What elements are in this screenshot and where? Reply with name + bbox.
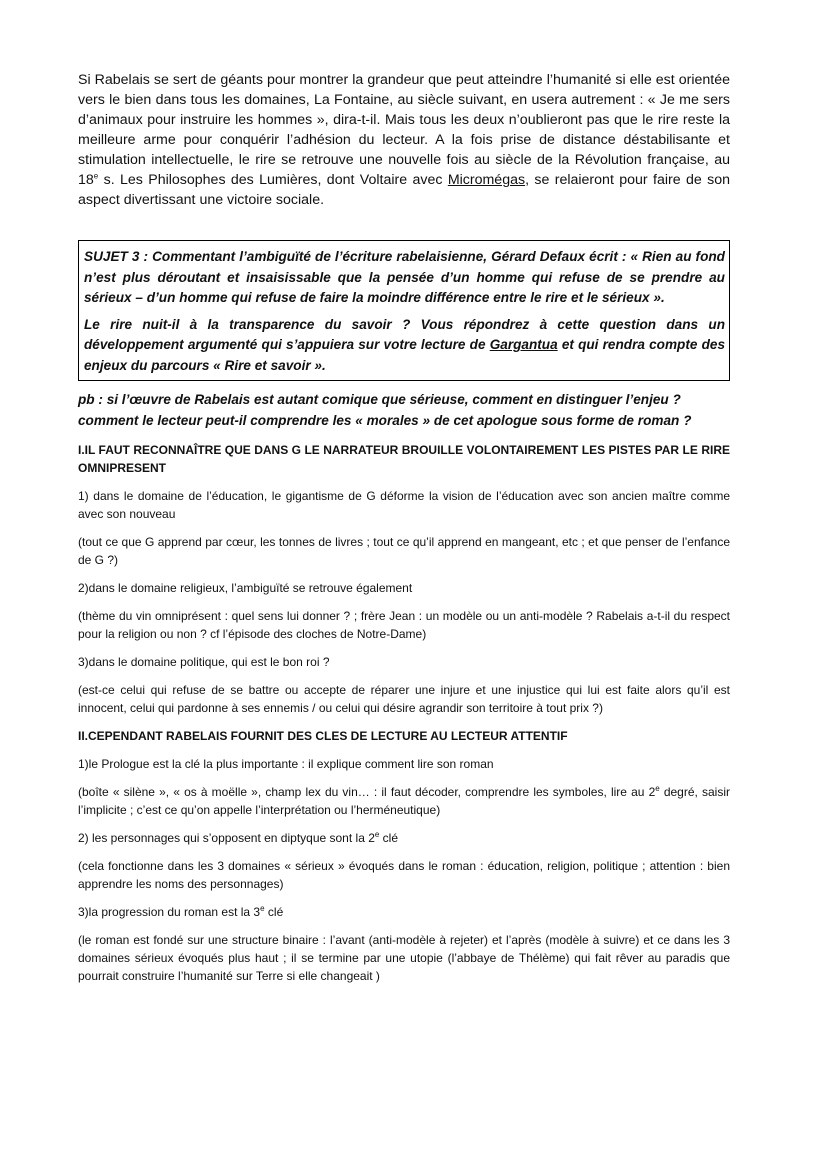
part-2-item-2-text-1: 2) les personnages qui s’opposent en diptyque sont la 2 — [78, 831, 375, 845]
sujet-question-text-1: Le rire nuit-il à la transparence du savoir ? Vous répondrez à cette question dans un développement argumenté qui s’appuiera sur votre lecture de — [84, 316, 725, 352]
part-2-detail-2: (cela fonctionne dans les 3 domaines « sérieux » évoqués dans le roman : éducation, religion, politique ; attention : bien apprendre les noms des personnages) — [78, 859, 730, 891]
intro-paragraph — [78, 70, 730, 210]
intro-text-3: , se relaieront pour faire de son aspect divertissant une victoire sociale. — [78, 172, 730, 208]
part-2-item-3-superscript: e — [260, 904, 265, 913]
part-1-item-2: 2)dans le domaine religieux, l’ambiguïté se retrouve également — [78, 581, 413, 595]
intro-text-2: s. Les Philosophes des Lumières, dont Voltaire avec — [98, 172, 448, 188]
part-2-detail-1-superscript: e — [655, 784, 660, 793]
part-2-heading: II.CEPENDANT RABELAIS FOURNIT DES CLES DE LECTURE AU LECTEUR ATTENTIF — [78, 729, 568, 743]
sujet-question-text-2: et qui rendra compte des enjeux du parcours « Rire et savoir ». — [84, 337, 725, 373]
problematique: pb : si l’œuvre de Rabelais est autant comique que sérieuse, comment en distinguer l’enjeu ? comment le lecteur peut-il comprendre les « morales » de cet apologue sous forme de roman ? — [78, 392, 692, 428]
part-2-item-3-text-1: 3)la progression du roman est la 3 — [78, 905, 261, 919]
part-1-detail-1: (tout ce que G apprend par cœur, les tonnes de livres ; tout ce qu’il apprend en mangeant, etc ; et que penser de l’enfance de G ?) — [78, 535, 730, 567]
part-2-item-3 — [78, 903, 730, 921]
document-page — [78, 70, 730, 985]
part-1-detail-2: (thème du vin omniprésent : quel sens lui donner ? ; frère Jean : un modèle ou un anti-modèle ? Rabelais a-t-il du respect pour la religion ou non ? cf l’épisode des cloches de Notre-Dame) — [78, 609, 730, 641]
part-2-item-2-text-2: clé — [379, 831, 399, 845]
work-title-micromegas: Micromégas — [447, 172, 526, 188]
sujet-question — [84, 315, 725, 377]
part-1-item-1: 1) dans le domaine de l’éducation, le gigantisme de G déforme la vision de l’éducation avec son ancien maître comme avec son nouveau — [78, 489, 730, 521]
part-1-detail-3: (est-ce celui qui refuse de se battre ou accepte de réparer une injure et une injustice qui lui est faite alors qu’il est innocent, celui qui pardonne à ses ennemis / ou celui qui désire agrandir son territoire à tout prix ?) — [78, 683, 730, 715]
work-title-gargantua: Gargantua — [489, 337, 558, 352]
intro-text-1: Si Rabelais se sert de géants pour montrer la grandeur que peut atteindre l’humanité si elle est orientée vers le bien dans tous les domaines, La Fontaine, au siècle suivant, en usera autrement : « Je me sers d’animaux pour instruire les hommes », dira-t-il. Mais tous les deux n’oublieront pas que le rire reste la meilleure arme pour conquérir l’adhésion du lecteur. A la fois prise de distance déstabilisante et stimulation intellectuelle, le rire se retrouve une nouvelle fois au siècle de la Révolution française, au 18 — [78, 72, 730, 188]
part-2-item-2-superscript: e — [374, 830, 380, 839]
part-2-item-1: 1)le Prologue est la clé la plus importante : il explique comment lire son roman — [78, 757, 494, 771]
part-2-item-3-text-2: clé — [264, 905, 284, 919]
sujet-box — [78, 240, 730, 381]
part-2-detail-1-text-2: degré, saisir l’implicite ; c’est ce qu’on appelle l’interprétation ou l’herméneutique) — [78, 785, 730, 817]
part-1-heading: I.IL FAUT RECONNAÎTRE QUE DANS G LE NARRATEUR BROUILLE VOLONTAIREMENT LES PISTES PAR LE RIRE OMNIPRESENT — [78, 443, 730, 475]
part-1-item-3: 3)dans le domaine politique, qui est le bon roi ? — [78, 655, 330, 669]
part-2-detail-3: (le roman est fondé sur une structure binaire : l’avant (anti-modèle à rejeter) et l’après (modèle à suivre) et ce dans les 3 domaines sérieux évoqués plus haut ; il se termine par une utopie (l’abbaye de Thélème) qui fait rêver au paradis que pourrait construire l’humanité sur Terre si elle changeait ) — [78, 933, 730, 983]
part-2-item-2 — [78, 829, 730, 847]
part-2-detail-1 — [78, 783, 730, 819]
sujet-statement: SUJET 3 : Commentant l’ambiguïté de l’écriture rabelaisienne, Gérard Defaux écrit : « Rien au fond n’est plus déroutant et insaisissable que la pensée d’un homme qui refuse de se prendre au sérieux – d’un homme qui refuse de faire la moindre différence entre le rire et le sérieux ». — [84, 249, 725, 305]
intro-superscript: e — [93, 171, 99, 181]
part-2-detail-1-text-1: (boîte « silène », « os à moëlle », champ lex du vin… : il faut décoder, comprendre les symboles, lire au 2 — [78, 785, 656, 799]
